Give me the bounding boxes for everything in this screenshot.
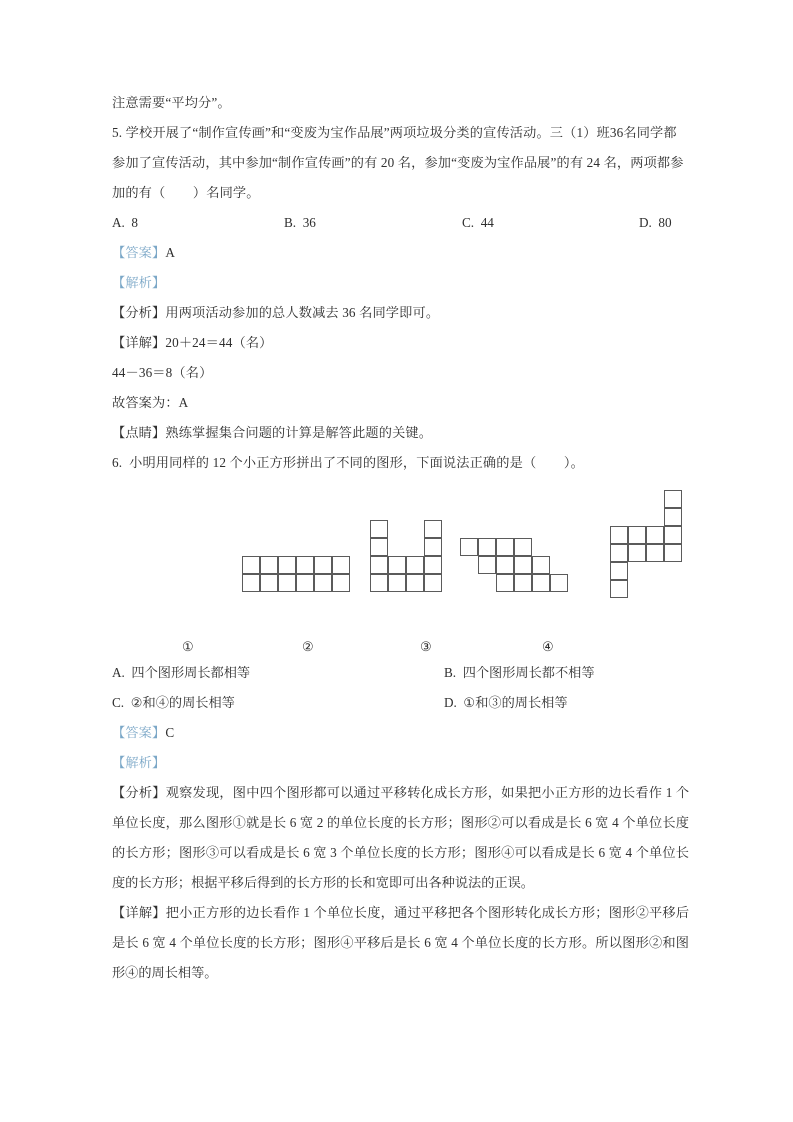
question-5-answer xyxy=(112,238,689,268)
option-key: D. xyxy=(444,695,457,710)
grid-square xyxy=(242,574,260,592)
question-6-figure-labels xyxy=(112,636,689,658)
grid-square xyxy=(296,574,314,592)
question-5-option-a[interactable] xyxy=(112,208,284,238)
grid-square xyxy=(496,574,514,592)
grid-square xyxy=(406,574,424,592)
fenxi-tag: 【分析】 xyxy=(112,785,166,800)
question-6-analysis-tag xyxy=(112,748,689,778)
option-text: 80 xyxy=(658,215,672,230)
grid-square xyxy=(478,556,496,574)
question-5-fenxi xyxy=(112,298,689,328)
grid-square xyxy=(424,520,442,538)
figure-4-z-shape xyxy=(610,490,682,598)
option-text: ②和④的周长相等 xyxy=(130,695,235,710)
question-6-figures xyxy=(112,484,689,636)
fenxi-text: 观察发现，图中四个图形都可以通过平移转化成长方形，如果把小正方形的边长看作 1 个单位长度，那么图形①就是长 6 宽 2 的单位长度的长方形；图形②可以看成是长 6 宽 4 个单位长度的长方形；图形③可以看成是长 6 宽 3 个单位长度的长方形；图形④可以看成是长 6 宽 4 个单位长度的长方形；根据平移后得到的长方形的长和宽即可出各种说法的正误。 xyxy=(112,785,690,890)
analysis-tag: 【解析】 xyxy=(112,755,166,770)
grid-square xyxy=(388,574,406,592)
question-6-option-d[interactable] xyxy=(444,688,689,718)
grid-square xyxy=(370,538,388,556)
question-5-option-d[interactable] xyxy=(639,208,739,238)
fenxi-tag: 【分析】 xyxy=(112,305,166,320)
grid-square xyxy=(514,556,532,574)
question-5-number: 5. xyxy=(112,125,123,140)
option-key: A. xyxy=(112,665,125,680)
question-6-option-c[interactable] xyxy=(112,688,444,718)
grid-square xyxy=(370,556,388,574)
question-5-conclusion: 故答案为：A xyxy=(112,395,189,410)
xiangjie-line-1-text: 20＋24＝44（名） xyxy=(165,335,273,350)
grid-square xyxy=(388,556,406,574)
option-key: A. xyxy=(112,215,125,230)
option-text: 36 xyxy=(302,215,316,230)
question-5-stem xyxy=(112,118,689,208)
figure-label-1: ① xyxy=(182,639,194,654)
grid-square xyxy=(370,520,388,538)
figure-label-3: ③ xyxy=(420,639,432,654)
grid-square xyxy=(260,556,278,574)
grid-square xyxy=(424,556,442,574)
grid-square xyxy=(370,574,388,592)
question-6-option-a[interactable] xyxy=(112,658,444,688)
option-text: ①和③的周长相等 xyxy=(463,695,568,710)
question-6-fenxi xyxy=(112,778,689,898)
grid-square xyxy=(278,574,296,592)
grid-square xyxy=(242,556,260,574)
grid-square xyxy=(646,526,664,544)
grid-square xyxy=(314,556,332,574)
grid-square xyxy=(496,556,514,574)
option-text: 44 xyxy=(480,215,494,230)
answer-tag: 【答案】 xyxy=(112,725,166,740)
option-text: 四个图形周长都相等 xyxy=(131,665,251,680)
option-text: 8 xyxy=(131,215,139,230)
question-6-stem-text: 小明用同样的 12 个小正方形拼出了不同的图形，下面说法正确的是（ ）。 xyxy=(129,455,584,470)
grid-square xyxy=(664,508,682,526)
answer-tag: 【答案】 xyxy=(112,245,166,260)
question-5-options xyxy=(112,208,689,238)
answer-value: A xyxy=(165,245,176,260)
option-key: B. xyxy=(284,215,297,230)
question-5-stem-text: 学校开展了“制作宣传画”和“变废为宝作品展”两项垃圾分类的宣传活动。三（1）班36名同学都参加了宣传活动，其中参加“制作宣传画”的有 20 名，参加“变废为宝作品展”的有 24 名，两项都参加的有（ ）名同学。 xyxy=(112,125,684,200)
figure-3-staircase xyxy=(460,538,568,592)
grid-square xyxy=(550,574,568,592)
question-6-options-row-2 xyxy=(112,688,689,718)
question-5-option-b[interactable] xyxy=(284,208,462,238)
grid-square xyxy=(646,544,664,562)
fenxi-text: 用两项活动参加的总人数减去 36 名同学即可。 xyxy=(165,305,440,320)
grid-square xyxy=(628,544,646,562)
grid-square xyxy=(332,574,350,592)
figure-label-2: ② xyxy=(302,639,314,654)
xiangjie-tag: 【详解】 xyxy=(112,335,166,350)
figure-1-rectangle xyxy=(242,556,350,592)
xiangjie-tag: 【详解】 xyxy=(112,905,166,920)
xiangjie-text: 把小正方形的边长看作 1 个单位长度，通过平移把各个图形转化成长方形；图形②平移后是长 6 宽 4 个单位长度的长方形；图形④平移后是长 6 宽 4 个单位长度的长方形。所以图形②和图形④的周长相等。 xyxy=(112,905,690,980)
grid-square xyxy=(278,556,296,574)
question-6-stem xyxy=(112,448,689,478)
question-5-dianjing xyxy=(112,418,689,448)
dianjing-tag: 【点睛】 xyxy=(112,425,166,440)
option-key: C. xyxy=(462,215,475,230)
grid-square xyxy=(406,556,424,574)
question-6-answer xyxy=(112,718,689,748)
question-5-xiangjie-line-1 xyxy=(112,328,689,358)
top-note: 注意需要“平均分”。 xyxy=(112,95,231,110)
grid-square xyxy=(610,526,628,544)
grid-square xyxy=(496,538,514,556)
figure-2-u-shape xyxy=(370,520,442,592)
grid-square xyxy=(314,574,332,592)
option-key: C. xyxy=(112,695,125,710)
grid-square xyxy=(610,562,628,580)
grid-square xyxy=(628,526,646,544)
question-6-number: 6. xyxy=(112,455,123,470)
question-6-option-b[interactable] xyxy=(444,658,689,688)
grid-square xyxy=(514,574,532,592)
grid-square xyxy=(296,556,314,574)
grid-square xyxy=(610,544,628,562)
grid-square xyxy=(664,544,682,562)
grid-square xyxy=(664,526,682,544)
grid-square xyxy=(514,538,532,556)
grid-square xyxy=(664,490,682,508)
analysis-tag: 【解析】 xyxy=(112,275,166,290)
figure-label-4: ④ xyxy=(542,639,554,654)
grid-square xyxy=(532,574,550,592)
grid-square xyxy=(478,538,496,556)
question-5-xiangjie-line-2: 44－36＝8（名） xyxy=(112,365,213,380)
question-6-xiangjie xyxy=(112,898,689,988)
grid-square xyxy=(610,580,628,598)
answer-value: C xyxy=(165,725,175,740)
grid-square xyxy=(532,556,550,574)
question-5-option-c[interactable] xyxy=(462,208,639,238)
question-6-options-row-1 xyxy=(112,658,689,688)
grid-square xyxy=(332,556,350,574)
option-key: B. xyxy=(444,665,457,680)
grid-square xyxy=(460,538,478,556)
question-5-analysis-tag xyxy=(112,268,689,298)
grid-square xyxy=(424,538,442,556)
grid-square xyxy=(260,574,278,592)
grid-square xyxy=(424,574,442,592)
option-text: 四个图形周长都不相等 xyxy=(462,665,595,680)
dianjing-text: 熟练掌握集合问题的计算是解答此题的关键。 xyxy=(165,425,433,440)
option-key: D. xyxy=(639,215,652,230)
